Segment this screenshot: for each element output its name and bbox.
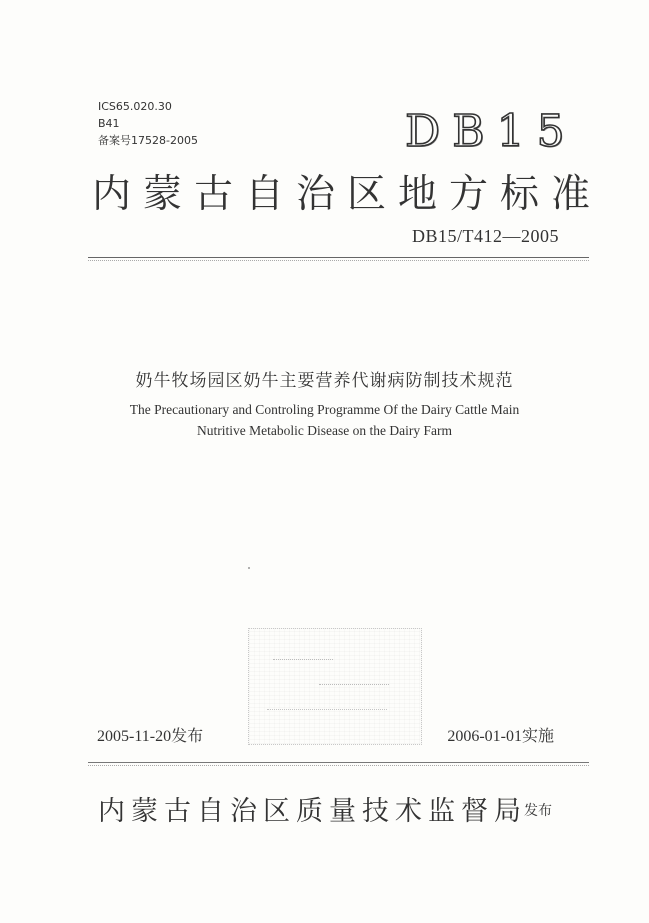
classification-block bbox=[98, 98, 198, 149]
class-code: B41 bbox=[98, 117, 120, 130]
english-title-line-1: The Precautionary and Controling Programme Of the Dairy Cattle Main bbox=[129, 402, 520, 417]
scan-speck bbox=[248, 567, 250, 569]
issuing-authority: 内蒙古自治区质量技术监督局 bbox=[98, 796, 527, 827]
implementation-date: 2006-01-01实施 bbox=[447, 728, 554, 745]
bottom-divider-secondary bbox=[88, 765, 589, 766]
top-divider-secondary bbox=[88, 260, 589, 261]
faded-stamp-area bbox=[248, 628, 422, 745]
issuing-suffix: 发布 bbox=[524, 803, 552, 819]
ics-code: ICS65.020.30 bbox=[98, 100, 172, 113]
english-title-line-2: Nutritive Metabolic Disease on the Dairy Farm bbox=[197, 423, 452, 438]
bottom-divider bbox=[88, 762, 589, 763]
document-title-english bbox=[0, 399, 649, 441]
filing-number: 备案号17528-2005 bbox=[98, 134, 198, 147]
standard-number: DB15/T412—2005 bbox=[411, 226, 559, 246]
top-divider bbox=[88, 257, 589, 258]
standard-type-title: 内蒙古自治区地方标准 bbox=[92, 172, 603, 217]
issue-date: 2005-11-20发布 bbox=[97, 728, 204, 745]
document-title-chinese: 奶牛牧场园区奶牛主要营养代谢病防制技术规范 bbox=[135, 371, 514, 391]
standard-code-logo: DB15 bbox=[405, 106, 577, 157]
